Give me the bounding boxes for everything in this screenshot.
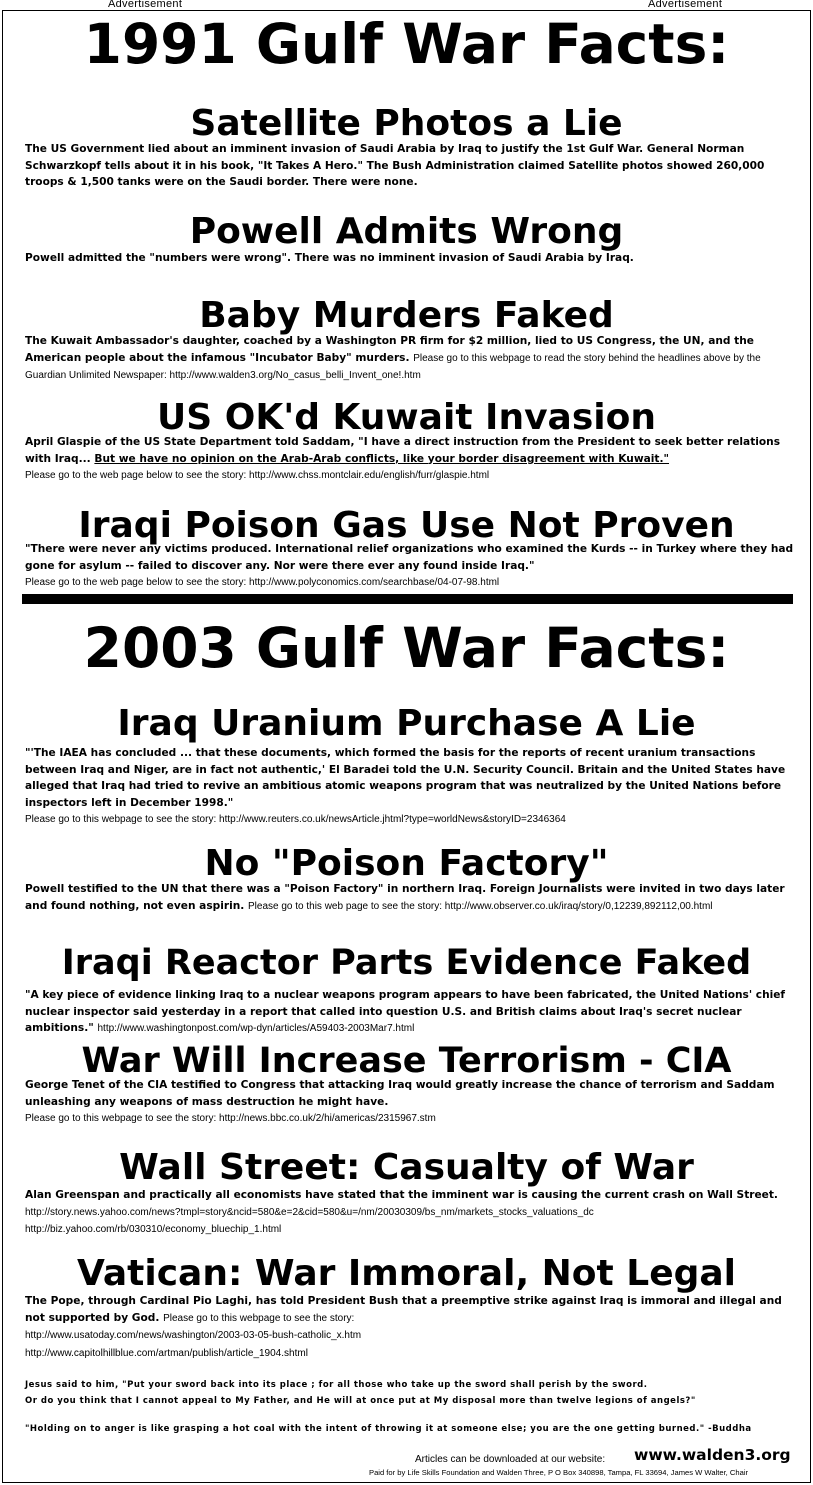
link-factory[interactable]: Please go to this web page to see the story: http://www.observer.co.uk/iraq/story/0,12239,892112,00.html — [247, 900, 713, 912]
link-kuwait[interactable]: Please go to the web page below to see the story: http://www.chss.montclair.edu/english/furr/glaspie.html — [25, 470, 490, 481]
body-kuwait-text: April Glaspie of the US State Department told Saddam, "I have a direct instruction from the President to seek better relations with Iraq... — [25, 436, 781, 465]
advertisement-label-left: Advertisement — [108, 0, 183, 10]
headline-kuwait: US OK'd Kuwait Invasion — [157, 397, 656, 438]
body-satellite: The US Government lied about an imminent invasion of Saudi Arabia by Iraq to justify the 1st Gulf War. General Norman Schwarzkopf tells about it in his book, "It Takes A Hero." The Bush Administration claimed Satellite photos showed 260,000 troops & 1,500 tanks were on the Saudi border. There were none. — [25, 143, 765, 188]
headline-powell: Powell Admits Wrong — [189, 211, 624, 252]
body-reactor-text: "A key piece of evidence linking Iraq to a nuclear weapons program appears to have been fabricated, the United Nations' chief nuclear inspector said yesterday in a report that called into question U.S. and British claims about Iraq's secret nuclear ambitions." — [25, 989, 786, 1034]
link-vatican-2[interactable]: http://www.capitolhillblue.com/artman/publish/article_1904.shtml — [25, 1347, 308, 1359]
headline-terrorism: War Will Increase Terrorism - CIA — [81, 1041, 732, 1081]
body-uranium — [25, 745, 800, 829]
link-terrorism[interactable]: Please go to this webpage to see the story: http://news.bbc.co.uk/2/hi/americas/2315967.stm — [25, 1113, 436, 1124]
vatican-link-intro: Please go to this webpage to see the story: — [163, 1312, 355, 1324]
link-baby[interactable]: Please go to this webpage to read the story behind the headlines above by the Guardian Unlimited Newspaper: http://www.walden3.org/No_casus_belli_Invent_one!.htm — [25, 352, 761, 381]
link-wallstreet-1[interactable]: http://story.news.yahoo.com/news?tmpl=story&ncid=580&e=2&cid=580&u=/nm/20030309/bs_nm/markets_stocks_valuations_dc — [25, 1206, 594, 1218]
body-terrorism-text: George Tenet of the CIA testified to Congress that attacking Iraq would greatly increase the chance of terrorism and Saddam unleashing any weapons of mass destruction he might have. — [25, 1079, 775, 1108]
body-terrorism — [25, 1077, 800, 1128]
body-kuwait-underlined: But we have no opinion on the Arab-Arab conflicts, like your border disagreement with Kuwait." — [94, 452, 670, 465]
advertisement-label-right: Advertisement — [648, 0, 723, 10]
body-baby-text: The Kuwait Ambassador's daughter, coached by a Washington PR firm for $2 million, lied to US Congress, the UN, and the American people about the infamous "Incubator Baby" murders. — [25, 335, 754, 364]
headline-uranium: Iraq Uranium Purchase A Lie — [117, 703, 696, 744]
body-reactor — [25, 987, 800, 1038]
link-uranium[interactable]: Please go to this webpage to see the story: http://www.reuters.co.uk/newsArticle.jhtml?type=worldNews&storyID=2346364 — [25, 814, 566, 825]
headline-reactor: Iraqi Reactor Parts Evidence Faked — [61, 943, 752, 983]
body-kuwait — [25, 434, 800, 485]
section-divider — [22, 594, 793, 604]
title-2003: 2003 Gulf War Facts: — [83, 616, 730, 680]
body-wallstreet-text: Alan Greenspan and practically all economists have stated that the imminent war is causing the current crash on Wall Street. — [25, 1189, 778, 1201]
headline-wallstreet: Wall Street: Casualty of War — [119, 1147, 694, 1188]
body-poison-gas — [25, 541, 800, 592]
body-vatican — [25, 1293, 800, 1362]
footer-paid-by: Paid for by Life Skills Foundation and Walden Three, P O Box 340898, Tampa, FL 33694, James W Walter, Chair — [369, 1468, 749, 1477]
headline-poison-gas: Iraqi Poison Gas Use Not Proven — [78, 505, 735, 546]
link-wallstreet-2[interactable]: http://biz.yahoo.com/rb/030310/economy_bluechip_1.html — [25, 1224, 282, 1235]
body-factory — [25, 881, 800, 915]
headline-factory: No "Poison Factory" — [204, 843, 609, 884]
body-wallstreet — [25, 1187, 800, 1239]
body-powell: Powell admitted the "numbers were wrong". There was no imminent invasion of Saudi Arabia by Iraq. — [25, 252, 634, 264]
quote-jesus-line-1: Jesus said to him, "Put your sword back into its place ; for all those who take up the sword shall perish by the sword. — [25, 1380, 648, 1390]
link-vatican-1[interactable]: http://www.usatoday.com/news/washington/2003-03-05-bush-catholic_x.htm — [25, 1330, 362, 1341]
title-1991: 1991 Gulf War Facts: — [83, 12, 730, 76]
link-reactor[interactable]: http://www.washingtonpost.com/wp-dyn/articles/A59403-2003Mar7.html — [97, 1023, 415, 1034]
headline-baby: Baby Murders Faked — [199, 295, 614, 336]
body-factory-text: Powell testified to the UN that there was a "Poison Factory" in northern Iraq. Foreign Journalists were invited in two days later and found nothing, not even aspirin. — [25, 883, 785, 912]
quote-jesus-line-2: Or do you think that I cannot appeal to My Father, and He will at once put at My disposal more than twelve legions of angels?" — [25, 1396, 696, 1406]
footer-website-link[interactable]: www.walden3.org — [634, 1446, 791, 1464]
body-vatican-text: The Pope, through Cardinal Pio Laghi, has told President Bush that a preemptive strike against Iraq is immoral and illegal and not supported by God. — [25, 1295, 782, 1324]
body-baby — [25, 333, 800, 385]
headline-satellite: Satellite Photos a Lie — [190, 103, 623, 144]
body-uranium-text: "'The IAEA has concluded ... that these documents, which formed the basis for the reports of recent uranium transactions between Iraq and Niger, are in fact not authentic,' El Baradei told the U.N. Security Council. Britain and the United States have alleged that Iraq had tried to revive an ambitious atomic weapons program that was neutralized by the United Nations before inspectors left in December 1998." — [25, 747, 786, 809]
link-poison-gas[interactable]: Please go to the web page below to see the story: http://www.polyconomics.com/searchbase/04-07-98.html — [25, 577, 500, 588]
headline-vatican: Vatican: War Immoral, Not Legal — [76, 1253, 737, 1294]
body-poison-gas-text: "There were never any victims produced. International relief organizations who examined the Kurds -- in Turkey where they had gone for asylum -- failed to discover any. Nor were there ever any found inside Iraq." — [25, 543, 794, 572]
footer-articles-text: Articles can be downloaded at our website: — [415, 1454, 606, 1465]
quote-buddha: "Holding on to anger is like grasping a hot coal with the intent of throwing it at someone else; you are the one getting burned." -Buddha — [25, 1424, 752, 1434]
